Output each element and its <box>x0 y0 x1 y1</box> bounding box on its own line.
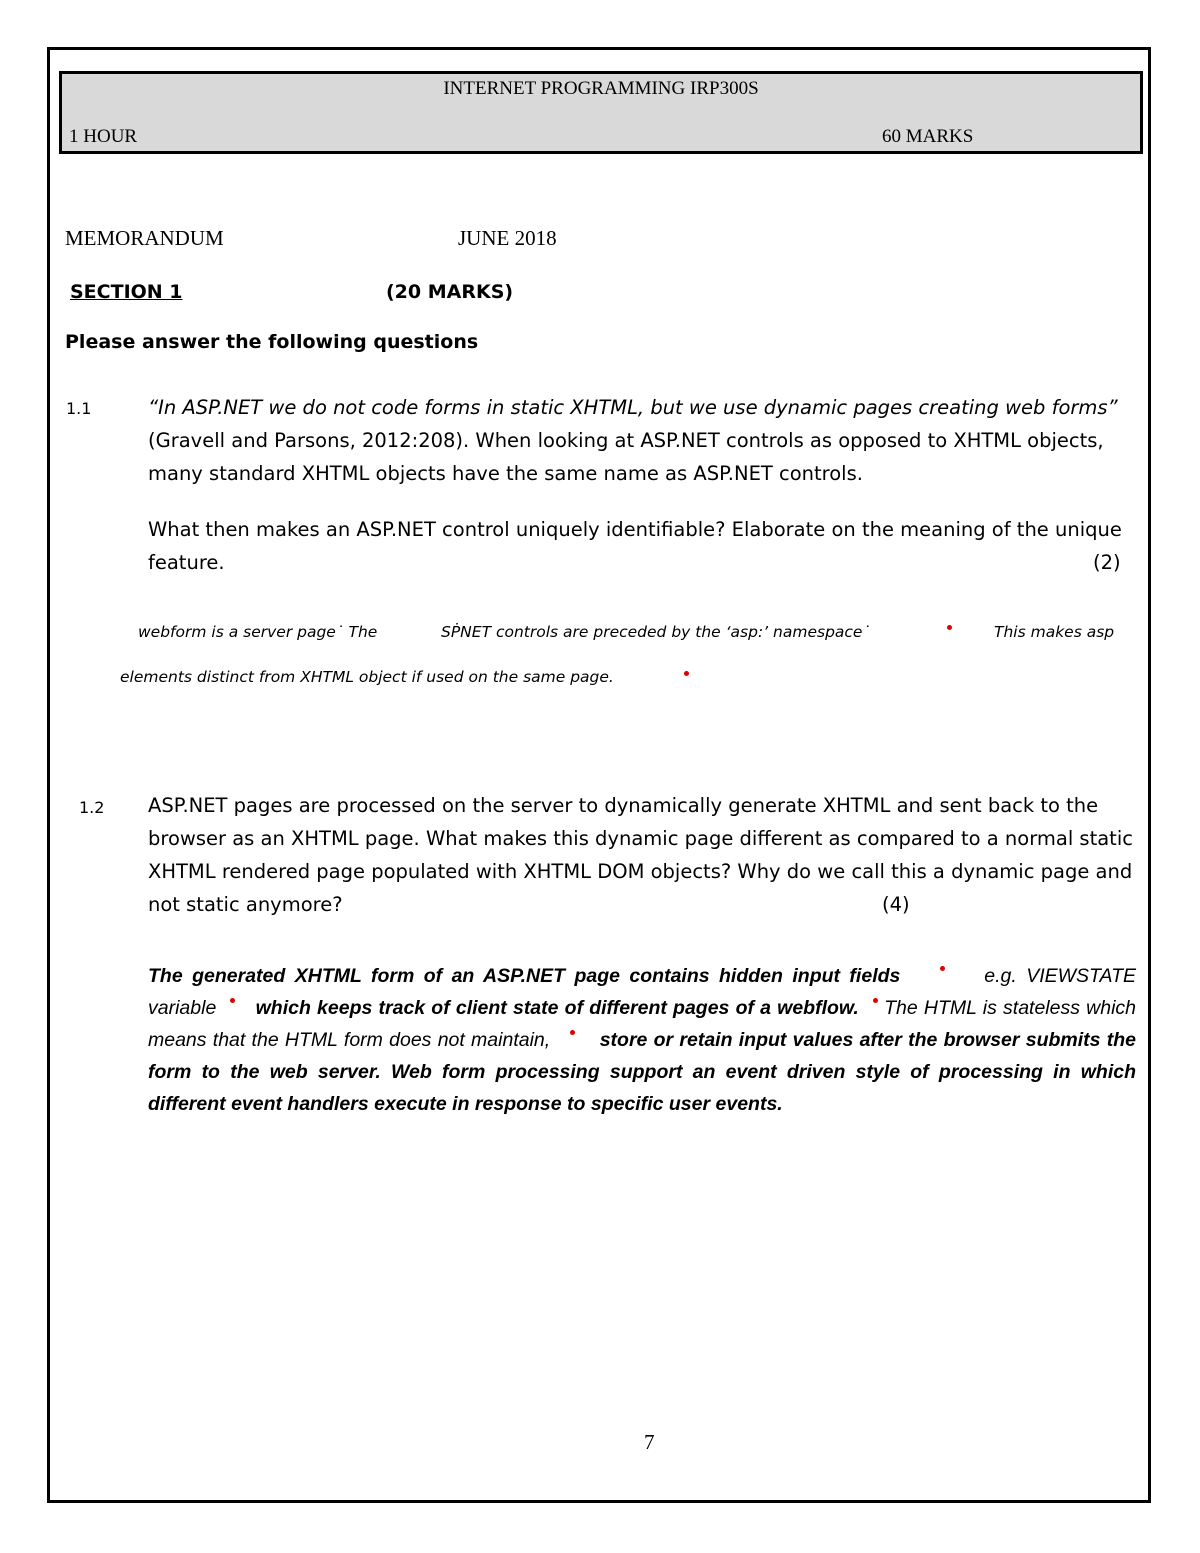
question-1-1-line: (Gravell and Parsons, 2012:208). When looking at ASP.NET controls as opposed to XHTML objects, <box>148 429 1104 452</box>
document-date: JUNE 2018 <box>458 226 557 250</box>
question-1-2-line: browser as an XHTML page. What makes this dynamic page different as compared to a normal static <box>148 827 1133 850</box>
answer-1-2-part: which keeps track of client state of different pages of a webflow. <box>255 997 859 1019</box>
answer-1-1-line2: elements distinct from XHTML object if used on the same page. <box>120 668 614 686</box>
mark-tick-icon <box>570 1030 575 1035</box>
answer-1-2-part: The generated XHTML form of an ASP.NET page contains hidden input fields <box>148 965 901 987</box>
total-marks: 60 MARKS <box>882 126 974 147</box>
answer-1-1-line1-c: This makes asp <box>994 623 1115 641</box>
duration: 1 HOUR <box>69 126 138 147</box>
mark-tick-icon <box>940 966 945 971</box>
section-title: SECTION 1 <box>70 281 183 303</box>
question-1-1-line: What then makes an ASP.NET control uniquely identifiable? Elaborate on the meaning of the unique <box>148 518 1122 541</box>
section-instruction: Please answer the following questions <box>65 331 479 353</box>
page-number: 7 <box>644 1430 655 1454</box>
question-1-1-marks: (2) <box>1093 551 1121 574</box>
question-1-2-marks: (4) <box>882 893 910 916</box>
answer-1-2 <box>148 960 1136 1120</box>
answer-1-2-part: store or retain input values after the browser submits the form to the web server. Web form processing support an event driven style of processing in which different event handlers execute in response to specific user events. <box>148 1029 1136 1115</box>
question-1-1 <box>148 391 1138 579</box>
question-1-1-line: feature. <box>148 551 225 574</box>
question-number-1-2: 1.2 <box>79 798 105 817</box>
answer-1-2-part: The HTML is stateless which means that the HTML form does not maintain, <box>148 997 1136 1051</box>
question-1-2-line: XHTML rendered page populated with XHTML DOM objects? Why do we call this a dynamic page and <box>148 860 1133 883</box>
question-1-2-line: ASP.NET pages are processed on the server to dynamically generate XHTML and sent back to the <box>148 794 1099 817</box>
mark-tick-icon <box>947 625 952 630</box>
answer-1-1-line1-b: SṖNET controls are preceded by the ‘asp:’ namespace˙ <box>441 623 871 641</box>
question-1-2 <box>148 789 1143 921</box>
page-border <box>47 47 1151 1503</box>
course-title: INTERNET PROGRAMMING IRP300S <box>443 78 759 99</box>
answer-1-1-line1-a: webform is a server page˙ The <box>138 623 378 641</box>
mark-tick-icon <box>684 671 689 676</box>
mark-tick-icon <box>230 998 235 1003</box>
mark-tick-icon <box>873 998 878 1003</box>
question-number-1-1: 1.1 <box>66 399 92 418</box>
question-1-1-quote: “In ASP.NET we do not code forms in static XHTML, but we use dynamic pages creating web forms” <box>148 396 1118 419</box>
question-1-2-line: not static anymore? <box>148 893 343 916</box>
document-type: MEMORANDUM <box>65 226 224 250</box>
answer-1-2-part: e.g. VIEWSTATE variable <box>148 965 1136 1019</box>
exam-header <box>59 71 1143 154</box>
section-marks: (20 MARKS) <box>386 281 514 303</box>
question-1-1-line: many standard XHTML objects have the same name as ASP.NET controls. <box>148 462 863 485</box>
